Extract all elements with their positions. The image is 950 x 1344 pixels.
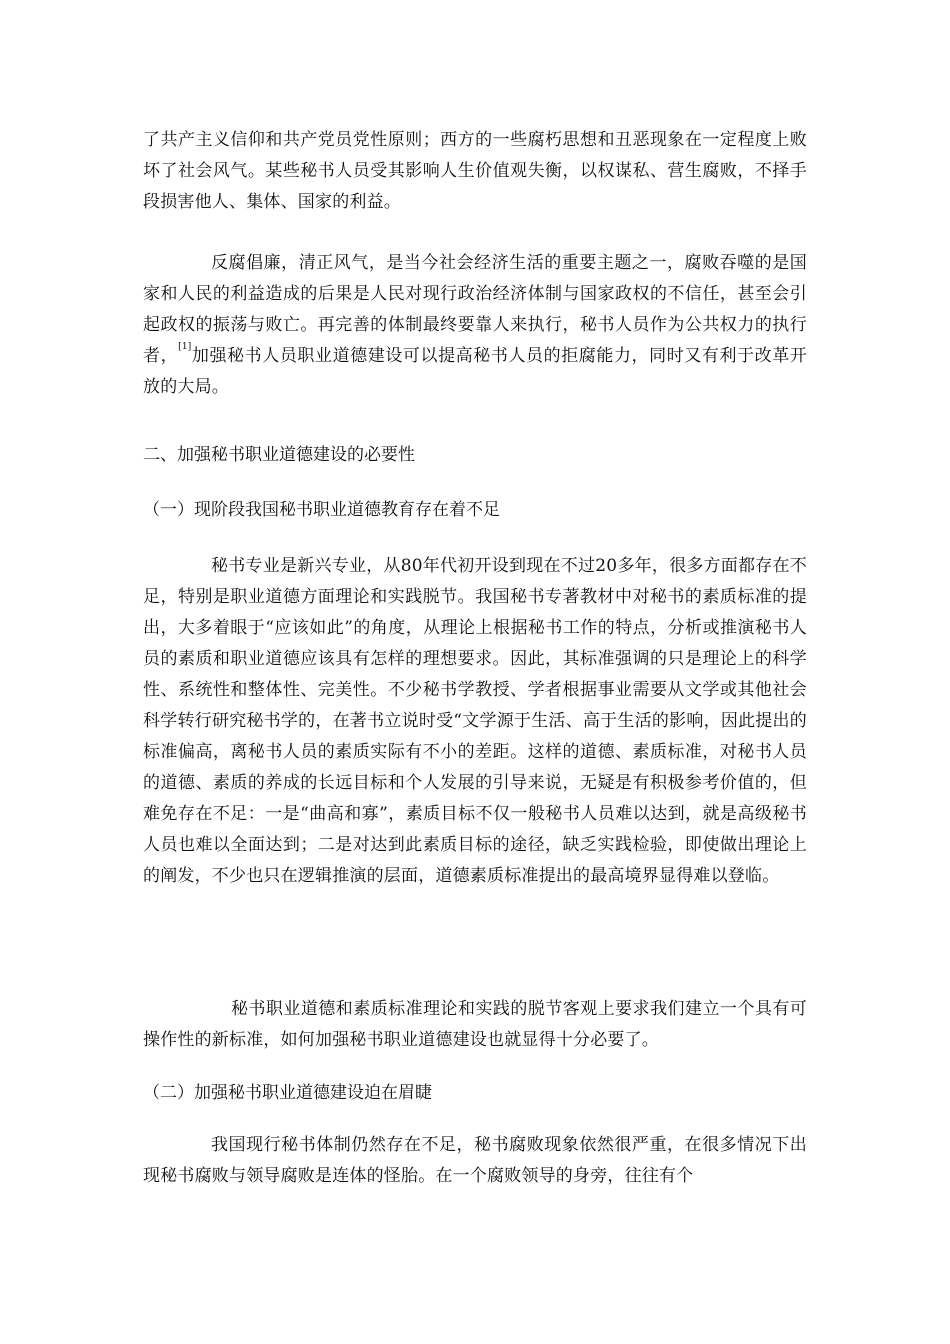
subsection-heading-2: （二）加强秘书职业道德建设迫在眉睫 (143, 1083, 432, 1103)
paragraph-5: 我国现行秘书体制仍然存在不足，秘书腐败现象依然很严重，在很多情况下出现秘书腐败与领导腐败是连体的怪胎。在一个腐败领导的身旁，往往有个 (143, 1135, 807, 1186)
paragraph-2-text-a: 反腐倡廉，清正风气，是当今社会经济生活的重要主题之一，腐败吞噬的是国家和人民的利益造成的后果是人民对现行政治经济体制与国家政权的不信任，甚至会引起政权的振荡与败亡。再完善的体制最终要靠人来执行，秘书人员作为公共权力的执行者， (143, 253, 807, 366)
paragraph-3: 秘书专业是新兴专业，从80年代初开设到现在不过20多年，很多方面都存在不足，特别是职业道德方面理论和实践脱节。我国秘书专著教材中对秘书的素质标准的提出，大多着眼于“应该如此”的角度，从理论上根据秘书工作的特点，分析或推演秘书人员的素质和职业道德应该具有怎样的理想要求。因此，其标准强调的只是理论上的科学性、系统性和整体性、完美性。不少秘书学教授、学者根据事业需要从文学或其他社会科学转行研究秘书学的，在著书立说时受“文学源于生活、高于生活的影响，因此提出的标准偏高，离秘书人员的素质实际有不小的差距。这样的道德、素质标准，对秘书人员的道德、素质的养成的长远目标和个人发展的引导来说，无疑是有积极参考价值的，但难免存在不足：一是“曲高和寡”，素质目标不仅一般秘书人员难以达到，就是高级秘书人员也难以全面达到；二是对达到此素质目标的途径，缺乏实践检验，即使做出理论上的阐发，不少也只在逻辑推演的层面，道德素质标准提出的最高境界显得难以登临。 (143, 556, 807, 886)
paragraph-1: 了共产主义信仰和共产党员党性原则；西方的一些腐朽思想和丑恶现象在一定程度上败坏了社会风气。某些秘书人员受其影响人生价值观失衡，以权谋私、营生腐败，不择手段损害他人、集体、国家的利益。 (143, 130, 807, 212)
section-heading: 二、加强秘书职业道德建设的必要性 (143, 445, 415, 465)
footnote-reference[interactable]: [1] (178, 342, 192, 352)
paragraph-4: 秘书职业道德和素质标准理论和实践的脱节客观上要求我们建立一个具有可操作性的新标准，如何加强秘书职业道德建设也就显得十分必要了。 (143, 999, 807, 1050)
subsection-heading-1: （一）现阶段我国秘书职业道德教育存在着不足 (143, 500, 500, 520)
paragraph-2 (143, 248, 807, 403)
paragraph-2-text-b: 加强秘书人员职业道德建设可以提高秘书人员的拒腐能力，同时又有利于改革开放的大局。 (143, 346, 807, 397)
